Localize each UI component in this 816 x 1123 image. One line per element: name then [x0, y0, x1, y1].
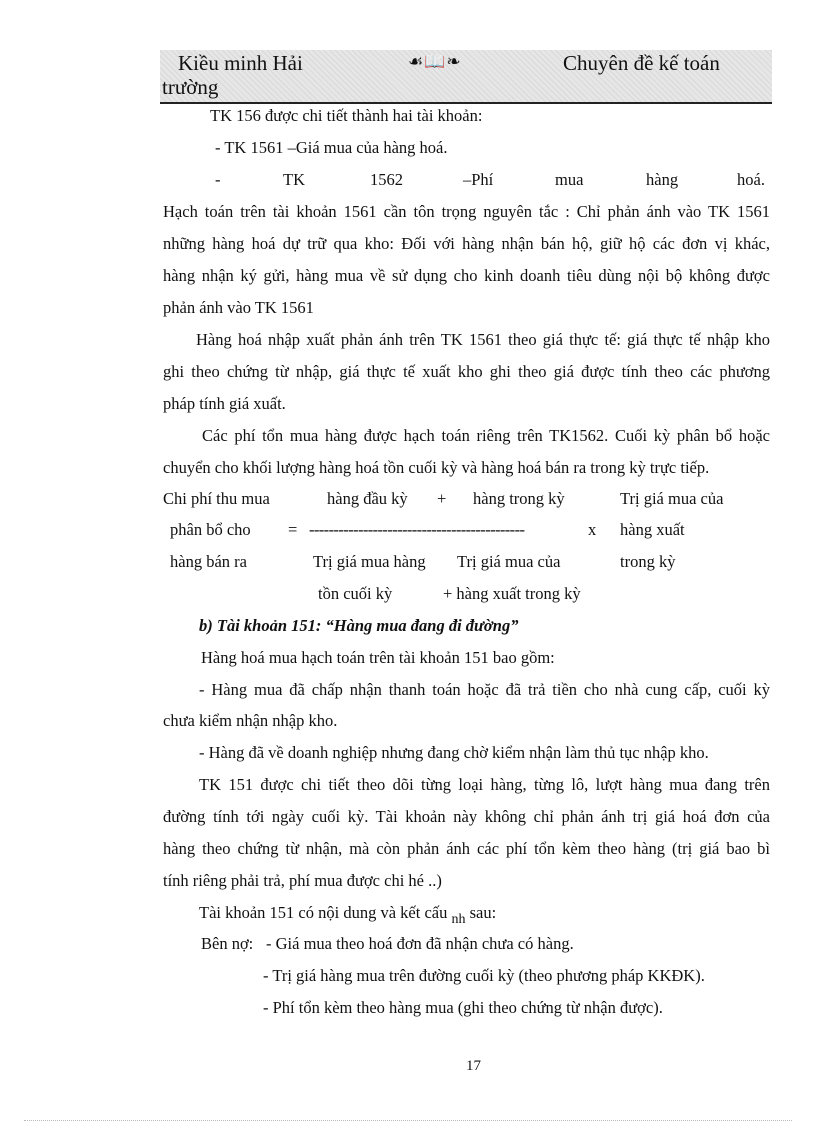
header-author: Kiều minh Hải [178, 51, 303, 75]
body-line-1: TK 156 được chi tiết thành hai tài khoản: [210, 106, 483, 125]
formula-right-2: hàng xuất [620, 520, 685, 539]
section-b-line-1: Hàng hoá mua hạch toán trên tài khoản 151 bao gồm: [201, 648, 555, 667]
body-line-7: phản ánh vào TK 1561 [163, 298, 314, 317]
formula-left-2: phân bổ cho [170, 520, 251, 539]
section-b-line-6: đường tính tới ngày cuối kỳ. Tài khoản này không chỉ phản ánh trị giá hoá đơn của [163, 807, 770, 826]
debit-side-label: Bên nợ: [201, 934, 254, 953]
page-number: 17 [466, 1058, 481, 1074]
body-line-6: hàng nhận ký gửi, hàng mua về sử dụng cho kinh doanh tiêu dùng nội bộ không được [163, 266, 770, 285]
formula-equals: = [288, 520, 298, 539]
formula-denominator-4: + hàng xuất trong kỳ [443, 584, 581, 603]
page-header [160, 50, 772, 104]
header-ornament-icon: ☙📖❧ [408, 52, 462, 71]
body-line-8: Hàng hoá nhập xuất phản ánh trên TK 1561 theo giá thực tế: giá thực tế nhập kho [196, 330, 770, 349]
body-line-3-number: 1562 [370, 170, 403, 189]
section-b-line-3: chưa kiểm nhận nhập kho. [163, 711, 338, 730]
section-b-line-9-text: Tài khoản 151 có nội dung và kết cấu [199, 903, 448, 922]
body-line-3-hang: hàng [646, 170, 679, 189]
section-b-line-8: tính riêng phải trả, phí mua được chi hé ..) [163, 871, 442, 890]
body-line-5: những hàng hoá dự trữ qua kho: Đối với hàng nhận bán hộ, giữ hộ các đơn vị khác, [163, 234, 770, 253]
formula-denominator-3: tồn cuối kỳ [318, 584, 393, 603]
header-topic: Chuyên đề kế toán [563, 51, 720, 75]
formula-left-1: Chi phí thu mua [163, 489, 270, 508]
body-line-3-dash: - [215, 170, 221, 189]
header-author-continued: trường [162, 75, 219, 99]
formula-right-1: Trị giá mua của [620, 489, 724, 508]
debit-item-2: - Trị giá hàng mua trên đường cuối kỳ (theo phương pháp KKĐK). [263, 966, 705, 985]
body-line-3-phi: –Phí [463, 170, 494, 189]
formula-fraction-bar: -------------------------------------------- [309, 520, 525, 539]
body-line-12: chuyển cho khối lượng hàng hoá tồn cuối kỳ và hàng hoá bán ra trong kỳ trực tiếp. [163, 458, 710, 477]
body-line-3-tk: TK [283, 170, 305, 189]
section-b-heading: b) Tài khoản 151: “Hàng mua đang đi đường” [199, 616, 519, 635]
section-b-line-5: TK 151 được chi tiết theo dõi từng loại hàng, từng lô, lượt hàng mua đang trên [199, 775, 770, 794]
section-b-line-9 [199, 903, 496, 925]
formula-denominator-1: Trị giá mua hàng [313, 552, 426, 571]
body-line-11: Các phí tổn mua hàng được hạch toán riêng trên TK1562. Cuối kỳ phân bổ hoặc [202, 426, 770, 445]
formula-numerator-2: hàng trong kỳ [473, 489, 565, 508]
section-b-line-9-subscript: nh [451, 912, 466, 927]
body-line-9: ghi theo chứng từ nhập, giá thực tế xuất kho ghi theo giá được tính theo các phương [163, 362, 770, 381]
formula-denominator-2: Trị giá mua của [457, 552, 561, 571]
formula-plus: + [437, 489, 447, 508]
body-line-2: - TK 1561 –Giá mua của hàng hoá. [215, 138, 448, 157]
formula-numerator-1: hàng đầu kỳ [327, 489, 408, 508]
body-line-4: Hạch toán trên tài khoản 1561 cần tôn trọng nguyên tắc : Chỉ phản ánh vào TK 1561 [163, 202, 770, 221]
formula-right-3: trong kỳ [620, 552, 676, 571]
section-b-line-2: - Hàng mua đã chấp nhận thanh toán hoặc đã trả tiền cho nhà cung cấp, cuối kỳ [199, 680, 770, 699]
section-b-line-9-end: sau: [469, 903, 497, 922]
body-line-10: pháp tính giá xuất. [163, 394, 286, 413]
section-b-line-7: hàng theo chứng từ nhận, mà còn phản ánh các phí tổn kèm theo hàng (trị giá bao bì [163, 839, 770, 858]
debit-item-1: - Giá mua theo hoá đơn đã nhận chưa có hàng. [266, 934, 574, 953]
body-line-3-hoa: hoá. [737, 170, 765, 189]
section-b-line-4: - Hàng đã về doanh nghiệp nhưng đang chờ kiểm nhận làm thủ tục nhập kho. [199, 743, 709, 762]
body-line-3-mua: mua [555, 170, 584, 189]
formula-left-3: hàng bán ra [170, 552, 247, 571]
page-bottom-divider [24, 1120, 792, 1121]
debit-item-3: - Phí tổn kèm theo hàng mua (ghi theo chứng từ nhận được). [263, 998, 663, 1017]
formula-times: x [588, 520, 597, 539]
